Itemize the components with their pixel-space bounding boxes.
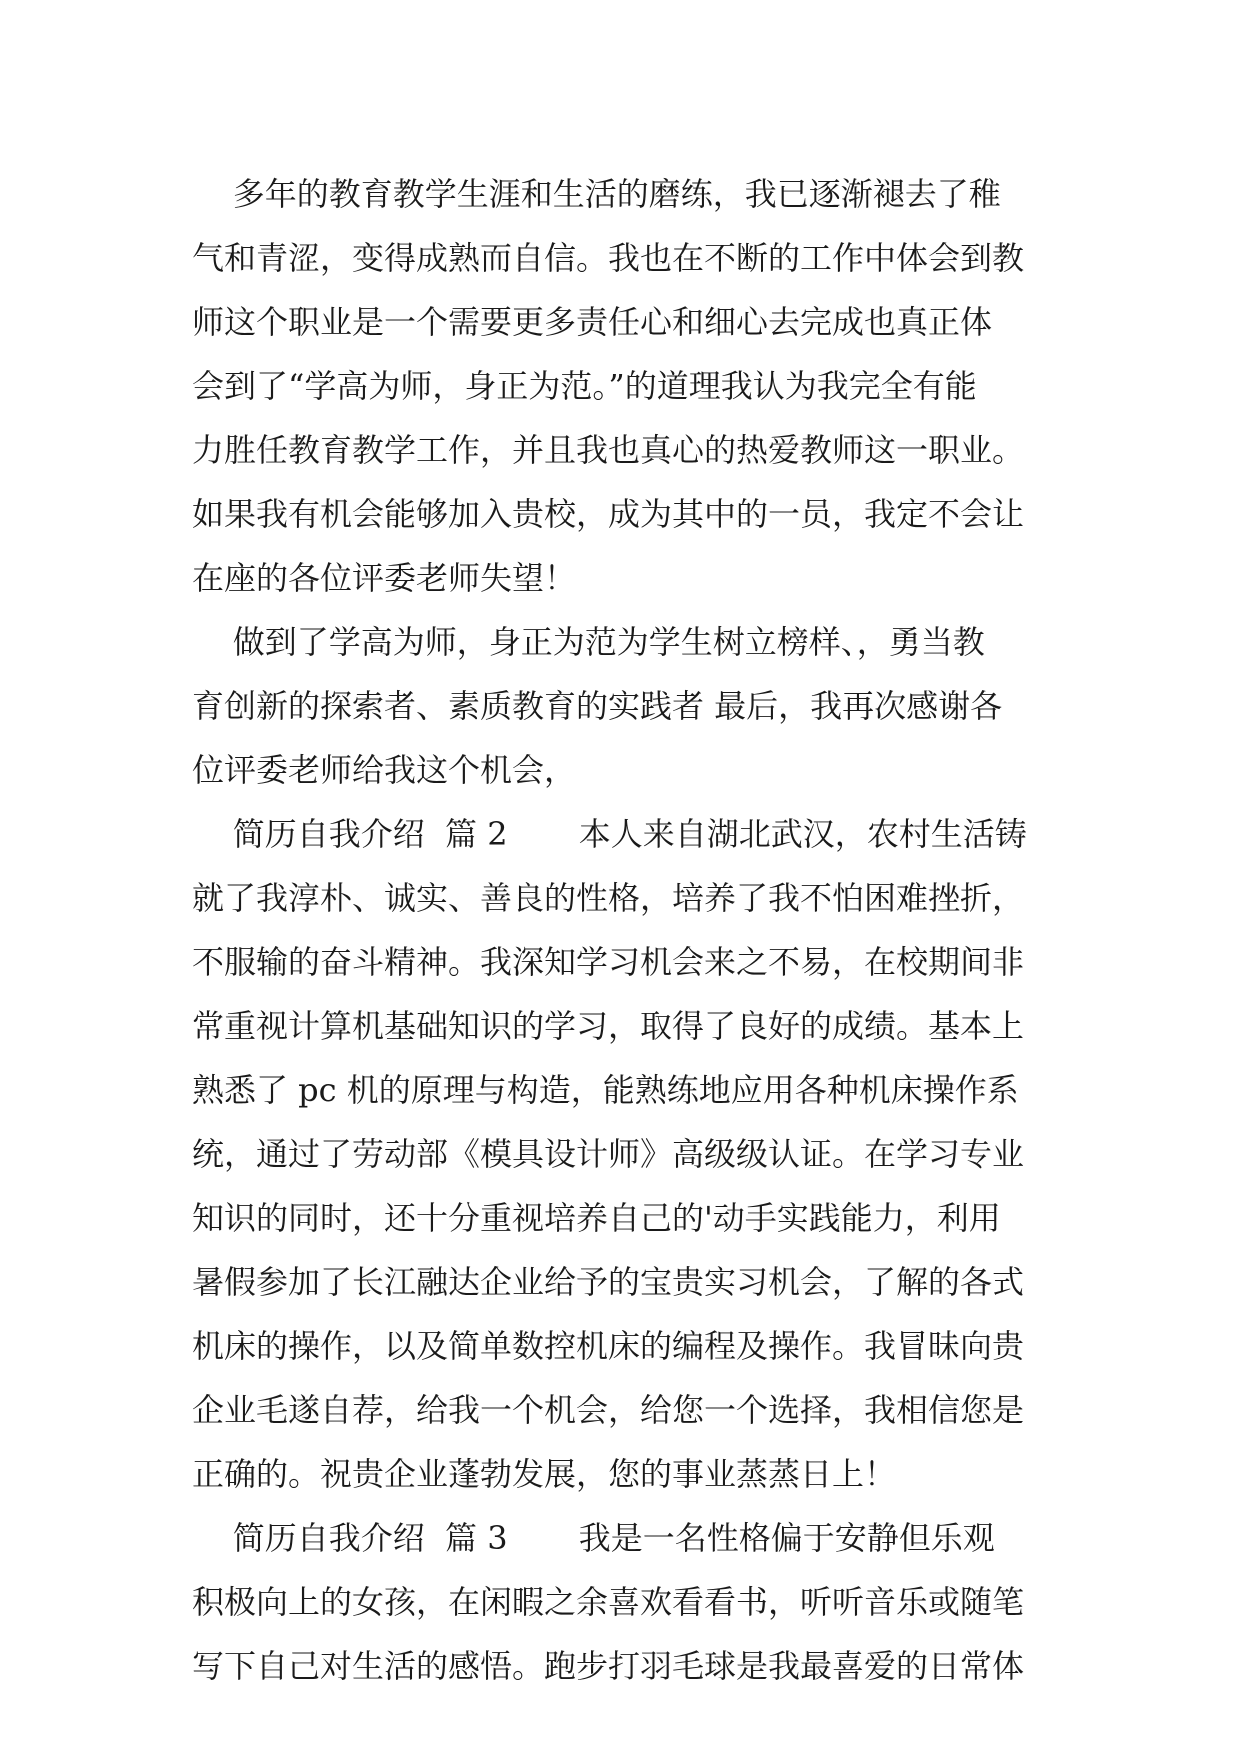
text-line: 如果我有机会能够加入贵校，成为其中的一员，我定不会让 bbox=[192, 495, 1025, 533]
text-line: 做到了学高为师，身正为范为学生树立榜样、，勇当教 bbox=[192, 623, 985, 661]
text-line: 育创新的探索者、素质教育的实践者 最后，我再次感谢各 bbox=[192, 687, 1003, 725]
text-line: 熟悉了 pc 机的原理与构造，能熟练地应用各种机床操作系 bbox=[192, 1071, 1019, 1109]
text-line: 会到了“学高为师，身正为范。”的道理我认为我完全有能 bbox=[192, 367, 977, 405]
text-line: 积极向上的女孩，在闲暇之余喜欢看看书，听听音乐或随笔 bbox=[192, 1583, 1025, 1621]
document-body bbox=[192, 162, 1052, 1698]
text-line: 就了我淳朴、诚实、善良的性格，培养了我不怕困难挫折， bbox=[192, 879, 1025, 917]
text-line: 暑假参加了长江融达企业给予的宝贵实习机会，了解的各式 bbox=[192, 1263, 1025, 1301]
text-line: 企业毛遂自荐，给我一个机会，给您一个选择，我相信您是 bbox=[192, 1391, 1025, 1429]
text-line: 正确的。祝贵企业蓬勃发展，您的事业蒸蒸日上！ bbox=[192, 1455, 897, 1493]
text-line: 知识的同时，还十分重视培养自己的'动手实践能力，利用 bbox=[192, 1199, 1001, 1237]
text-line: 多年的教育教学生涯和生活的磨练，我已逐渐褪去了稚 bbox=[192, 175, 1001, 213]
text-line: 师这个职业是一个需要更多责任心和细心去完成也真正体 bbox=[192, 303, 993, 341]
text-line: 气和青涩，变得成熟而自信。我也在不断的工作中体会到教 bbox=[192, 239, 1025, 277]
text-line: 在座的各位评委老师失望！ bbox=[192, 559, 577, 597]
text-line: 力胜任教育教学工作，并且我也真心的热爱教师这一职业。 bbox=[192, 431, 1025, 469]
text-line: 机床的操作，以及简单数控机床的编程及操作。我冒昧向贵 bbox=[192, 1327, 1025, 1365]
text-line: 不服输的奋斗精神。我深知学习机会来之不易，在校期间非 bbox=[192, 943, 1025, 981]
section-heading-line: 简历自我介绍 篇 2 本人来自湖北武汉，农村生活铸 bbox=[192, 815, 1027, 853]
text-line: 写下自己对生活的感悟。跑步打羽毛球是我最喜爱的日常体 bbox=[192, 1647, 1025, 1685]
text-line: 位评委老师给我这个机会， bbox=[192, 751, 577, 789]
text-line: 常重视计算机基础知识的学习，取得了良好的成绩。基本上 bbox=[192, 1007, 1025, 1045]
section-heading-line: 简历自我介绍 篇 3 我是一名性格偏于安静但乐观 bbox=[192, 1519, 995, 1557]
text-line: 统，通过了劳动部《模具设计师》高级级认证。在学习专业 bbox=[192, 1135, 1025, 1173]
